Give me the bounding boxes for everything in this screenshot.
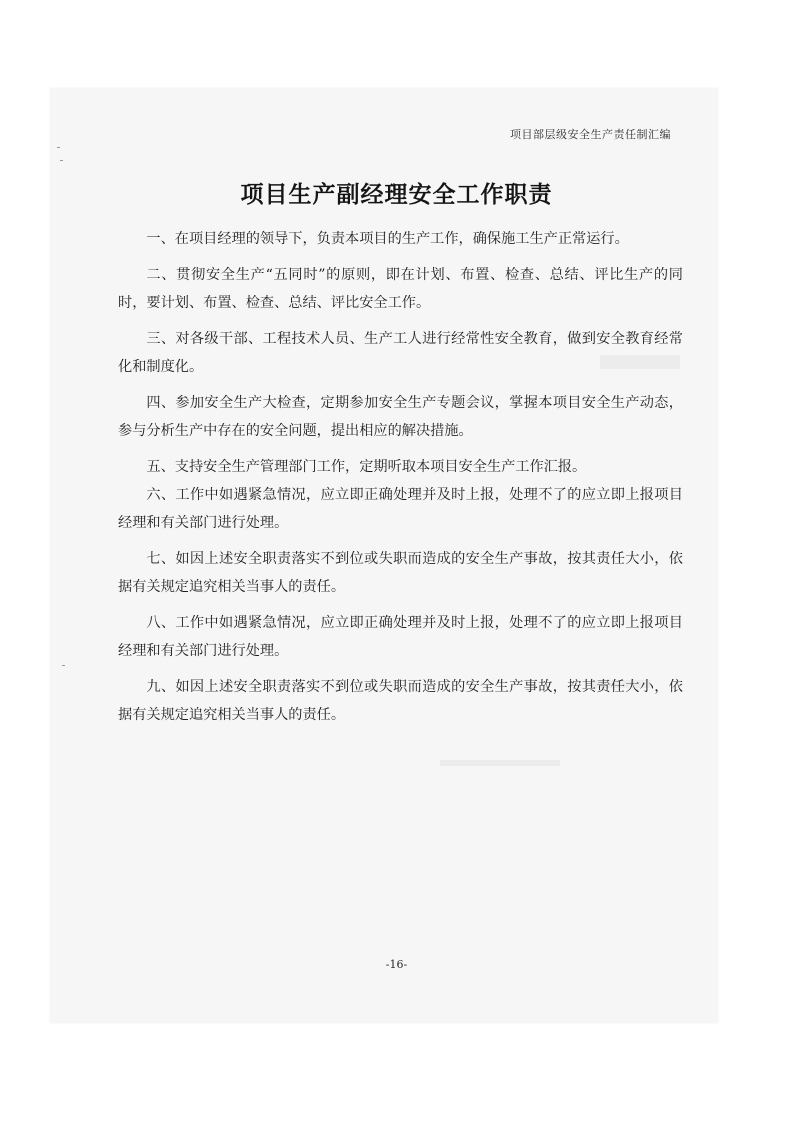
duty-paragraph-8: 八、工作中如遇紧急情况，应立即正确处理并及时上报，处理不了的应立即上报项目经理和有关部门进行处理。 <box>118 615 683 659</box>
duty-paragraph-3: 三、对各级干部、工程技术人员、生产工人进行经常性安全教育，做到安全教育经常化和制度化。 <box>118 331 683 375</box>
duty-list <box>118 225 683 737</box>
duty-paragraph-4: 四、参加安全生产大检查，定期参加安全生产专题会议，掌握本项目安全生产动态，参与分析生产中存在的安全问题，提出相应的解决措施。 <box>118 395 683 439</box>
duty-paragraph-1: 一、在项目经理的领导下，负责本项目的生产工作，确保施工生产正常运行。 <box>146 231 629 247</box>
duty-paragraph-9: 九、如因上述安全职责落实不到位或失职而造成的安全生产事故，按其责任大小，依据有关规定追究相关当事人的责任。 <box>118 679 683 723</box>
edge-mark <box>62 665 65 666</box>
duty-paragraph-5: 五、支持安全生产管理部门工作，定期听取本项目安全生产工作汇报。 <box>146 459 587 475</box>
document-header-note: 项目部层级安全生产责任制汇编 <box>510 128 671 141</box>
scan-artifact <box>440 760 560 766</box>
page-number: -16- <box>385 958 408 971</box>
duty-paragraph-2: 二、贯彻安全生产“五同时”的原则，即在计划、布置、检查、总结、评比生产的同时，要计划、布置、检查、总结、评比安全工作。 <box>118 267 683 311</box>
duty-paragraph-7: 七、如因上述安全职责落实不到位或失职而造成的安全生产事故，按其责任大小，依据有关规定追究相关当事人的责任。 <box>118 551 683 595</box>
duty-paragraph-6: 六、工作中如遇紧急情况，应立即正确处理并及时上报，处理不了的应立即上报项目经理和有关部门进行处理。 <box>118 487 683 531</box>
edge-mark <box>60 160 63 161</box>
edge-mark <box>57 147 60 148</box>
page-title: 项目生产副经理安全工作职责 <box>240 182 553 208</box>
